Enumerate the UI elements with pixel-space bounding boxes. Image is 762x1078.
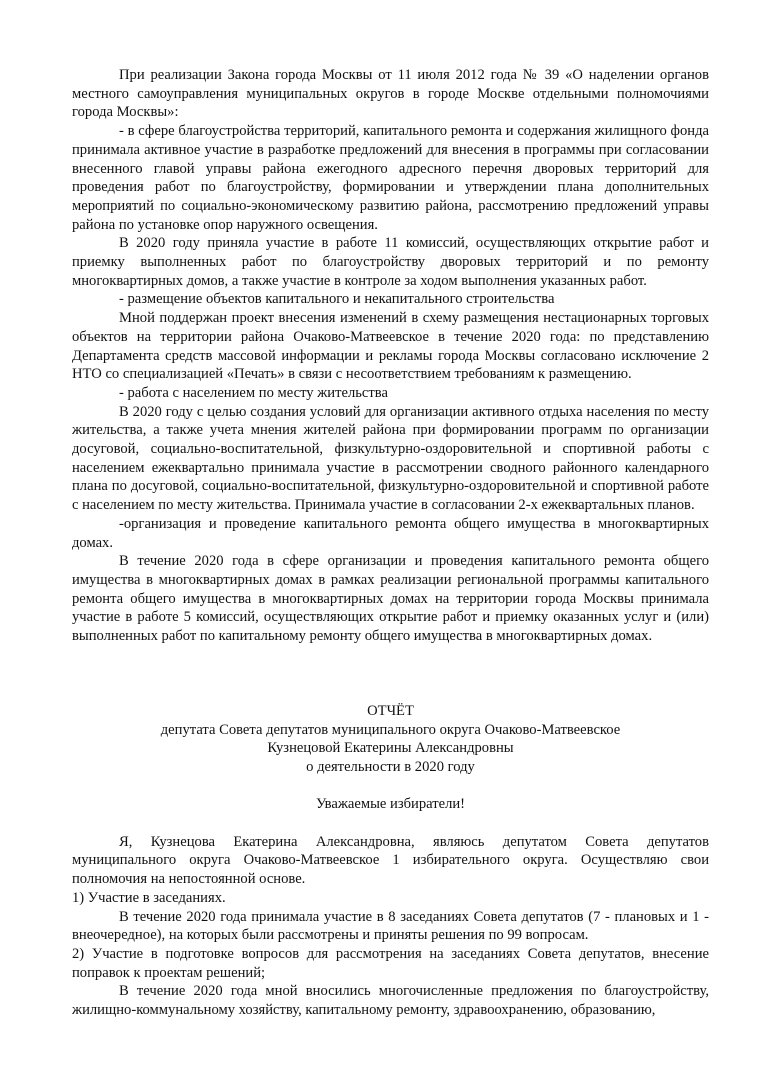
report-subtitle-line2: Кузнецовой Екатерины Александровны	[267, 740, 514, 757]
residents-work-item: - работа с населением по месту жительства	[119, 384, 388, 401]
report-subtitle-line3: о деятельности в 2020 году	[306, 759, 475, 776]
nto-paragraph: Мной поддержан проект внесения изменений в схему размещения нестационарных торговых объектов на территории района Очаково-Матвеевское в течение 2020 года: по представлению Департамента средств массовой информации и рекламы города Москвы согласовано исключение 2 НТО со специализацией «Печать» в связи с несоответствием требованиям к размещению.	[72, 310, 709, 383]
report-subtitle-line1: депутата Совета депутатов муниципального округа Очаково-Матвеевское	[160, 721, 621, 738]
intro-paragraph: При реализации Закона города Москвы от 11 июля 2012 года № 39 «О наделении органов местного самоуправления муниципальных округов в городе Москве отдельными полномочиями города Москвы»:	[72, 67, 709, 121]
deputy-intro-paragraph: Я, Кузнецова Екатерина Александровна, являюсь депутатом Совета депутатов муниципального округа Очаково-Матвеевское 1 избирательного округа. Осуществляю свои полномочия на непостоянной основе.	[72, 833, 709, 888]
report-title: ОТЧЁТ	[367, 702, 414, 719]
report-header	[72, 702, 709, 777]
greeting-gap	[72, 814, 709, 833]
landscaping-item: - в сфере благоустройства территорий, капитального ремонта и содержания жилищного фонда принимала активное участие в разработке предложений для внесения в программы при согласовании внесенного главой управы района ежегодного адресного перечня дворовых территорий для проведения работ по благоустройству, формировании и утверждении плана дополнительных мероприятий по социально-экономическому развитию района, рассмотрению предложений управы района по установке опор наружного освещения.	[72, 123, 709, 233]
document-page	[72, 66, 709, 1020]
header-gap	[72, 777, 709, 795]
preparation-heading: 2) Участие в подготовке вопросов для рассмотрения на заседаниях Совета депутатов, внесение поправок к проектам решений;	[72, 945, 709, 981]
commissions-paragraph: В 2020 году приняла участие в работе 11 комиссий, осуществляющих открытие работ и приемку выполненных работ по благоустройству дворовых территорий и по ремонту многоквартирных домов, а также участие в контроле за ходом выполнения указанных работ.	[72, 235, 709, 289]
section-gap	[72, 646, 709, 702]
capital-repair-paragraph: В течение 2020 года в сфере организации и проведения капитального ремонта общего имущества в многоквартирных домах в рамках реализации региональной программы капитального ремонта общего имущества в многоквартирных домах на территории города Москвы принимала участие в работе 5 комиссий, осуществляющих открытие работ и приемку оказанных услуг и (или) выполненных работ по капитальному ремонту общего имущества в многоквартирных домах.	[72, 553, 709, 645]
meetings-heading: 1) Участие в заседаниях.	[72, 889, 226, 906]
leisure-paragraph: В 2020 году с целью создания условий для организации активного отдыха населения по месту жительства, а также учета мнения жителей района при формировании программ по организации досуговой, социально-воспитательной, физкультурно-оздоровительной и спортивной работы с населением ежеквартально принимала участие в рассмотрении сводного районного календарного плана по досуговой, социально-воспитательной, физкультурно-оздоровительной и спортивной работе с населением по месту жительства. Принимала участие в согласовании 2-х ежеквартальных планов.	[72, 403, 709, 514]
greeting: Уважаемые избиратели!	[315, 795, 466, 812]
construction-item: - размещение объектов капитального и некапитального строительства	[119, 291, 555, 308]
meetings-paragraph: В течение 2020 года принимала участие в 8 заседаниях Совета депутатов (7 - плановых и 1 - внеочередное), на которых были рассмотрены и приняты решения по 99 вопросам.	[72, 908, 709, 944]
proposals-paragraph: В течение 2020 года мной вносились многочисленные предложения по благоустройству, жилищно-коммунальному хозяйству, капитальному ремонту, здравоохранению, образованию,	[72, 983, 709, 1019]
capital-repair-item: -организация и проведение капитального ремонта общего имущества в многоквартирных домах.	[72, 515, 709, 551]
